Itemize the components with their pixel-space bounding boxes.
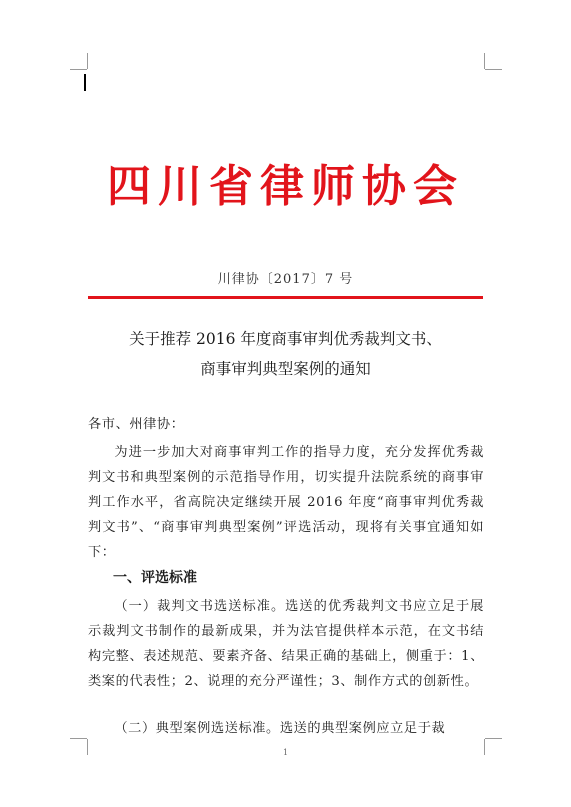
crop-mark-top-right [485, 69, 502, 70]
section-heading: 一、评选标准 [113, 570, 197, 586]
criteria-item-1-text: （一）裁判文书选送标准。选送的优秀裁判文书应立足于展示裁判文书制作的最新成果，并为法官提供样本示范，在文书结构完整、表述规范、要素齐备、结果正确的基础上，侧重于：1、类案的代表性；2、说理的充分严谨性；3、制作方式的创新性。 [88, 599, 484, 689]
document-number: 川律协〔2017〕7 号 [217, 272, 354, 287]
page-number: 1 [282, 748, 289, 757]
crop-mark-bottom-left [70, 738, 87, 739]
red-separator-line [88, 296, 483, 299]
crop-mark-top-right [484, 53, 485, 69]
crop-mark-top-left [70, 69, 87, 70]
org-name-header: 四川省律师协会 [107, 161, 464, 212]
criteria-item-2-text: （二）典型案例选送标准。选送的典型案例应立足于裁 [114, 721, 446, 736]
salutation: 各市、州律协： [88, 417, 185, 432]
criteria-item-1 [88, 594, 484, 694]
intro-paragraph [88, 440, 484, 565]
notice-title-line-2: 商事审判典型案例的通知 [200, 360, 371, 378]
notice-title-line-1: 关于推荐 2016 年度商事审判优秀裁判文书、 [129, 330, 442, 348]
crop-mark-bottom-right [485, 738, 502, 739]
intro-text: 为进一步加大对商事审判工作的指导力度，充分发挥优秀裁判文书和典型案例的示范指导作用，切实提升法院系统的商事审判工作水平，省高院决定继续开展 2016 年度“商事审判优秀裁判文书”、“商事审判典型案例”评选活动，现将有关事宜通知如下： [88, 445, 484, 560]
criteria-item-2 [88, 716, 484, 741]
crop-mark-top-left [87, 53, 88, 69]
text-cursor [84, 74, 86, 91]
